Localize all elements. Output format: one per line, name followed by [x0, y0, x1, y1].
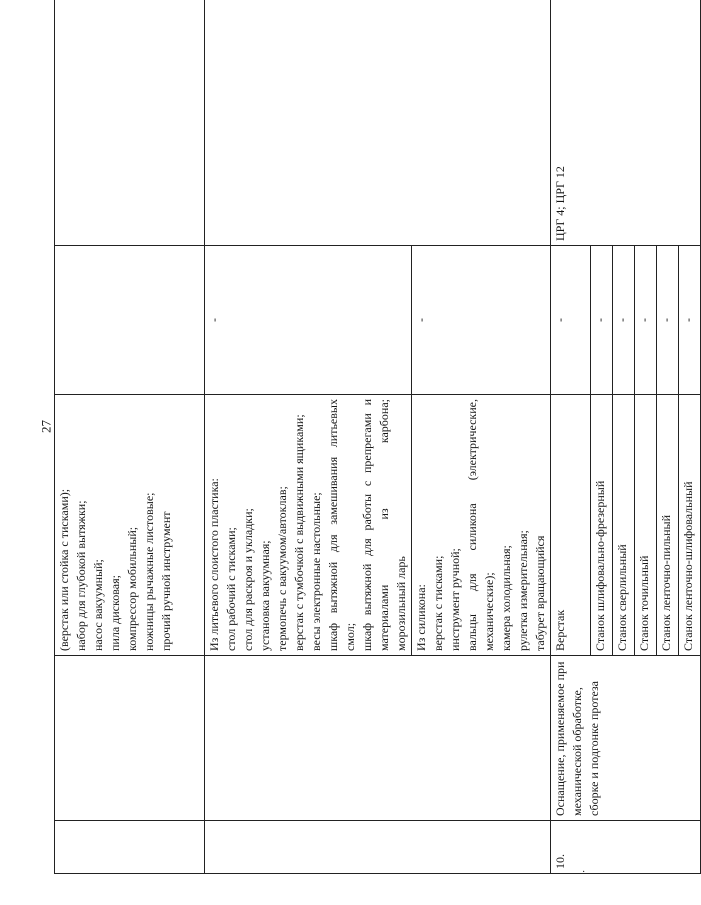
table-row — [205, 0, 412, 874]
page-number: 27 — [38, 420, 54, 433]
equipment-name: Станок сверлильный — [613, 395, 635, 656]
quantity-cell — [55, 246, 205, 395]
equipment-name: Станок ленточно-шлифовальный — [679, 395, 701, 656]
table-row — [55, 0, 205, 874]
row-number: 10. — [551, 821, 701, 874]
equipment-name: Станок ленточно-пильный — [657, 395, 679, 656]
quantity-cell: - — [635, 246, 657, 395]
quantity-cell: - — [412, 246, 551, 395]
scan-speck: · — [582, 867, 586, 878]
equipment-table — [54, 0, 701, 878]
quantity-cell: - — [591, 246, 613, 395]
equipment-list-silicone: Из силикона: верстак с тисками; инструмент ручной; вальцы для силикона (электрические, механические); камера холодильная; рулетка измерительная; табурет вращающийся — [412, 395, 551, 656]
rotated-table-page — [54, 28, 695, 878]
table-row — [551, 0, 591, 874]
row-name: Оснащение, применяемое при механической обработке, сборке и подгонке протеза — [551, 656, 701, 821]
quantity-cell: - — [205, 246, 412, 395]
quantity-cell: - — [613, 246, 635, 395]
quantity-cell: - — [679, 246, 701, 395]
table-row — [412, 0, 551, 874]
quantity-cell: - — [657, 246, 679, 395]
quantity-cell: - — [551, 246, 591, 395]
note-cell: ЦРГ 4; ЦРГ 12 — [551, 0, 701, 246]
equipment-name: Станок шлифовально-фрезерный — [591, 395, 613, 656]
equipment-list-continued: (верстак или стойка с тисками); набор для глубокой вытяжки; насос вакуумный; пила дисковая; компрессор мобильный; ножницы рычажные листовые; прочий ручной инструмент — [55, 395, 205, 656]
equipment-name: Станок точильный — [635, 395, 657, 656]
equipment-name: Верстак — [551, 395, 591, 656]
equipment-list-plastic: Из литьевого слоистого пластика: стол рабочий с тисками; стол для раскроя и укладки; установка вакуумная; термопечь с вакуумом/автоклав; верстак с тумбочкой с выдвижными ящиками; весы электронные настольные; шкаф вытяжной для замешивания литьевых смол; шкаф вытяжной для работы с препрегами и материалами из карбона; морозильный ларь — [205, 395, 412, 656]
